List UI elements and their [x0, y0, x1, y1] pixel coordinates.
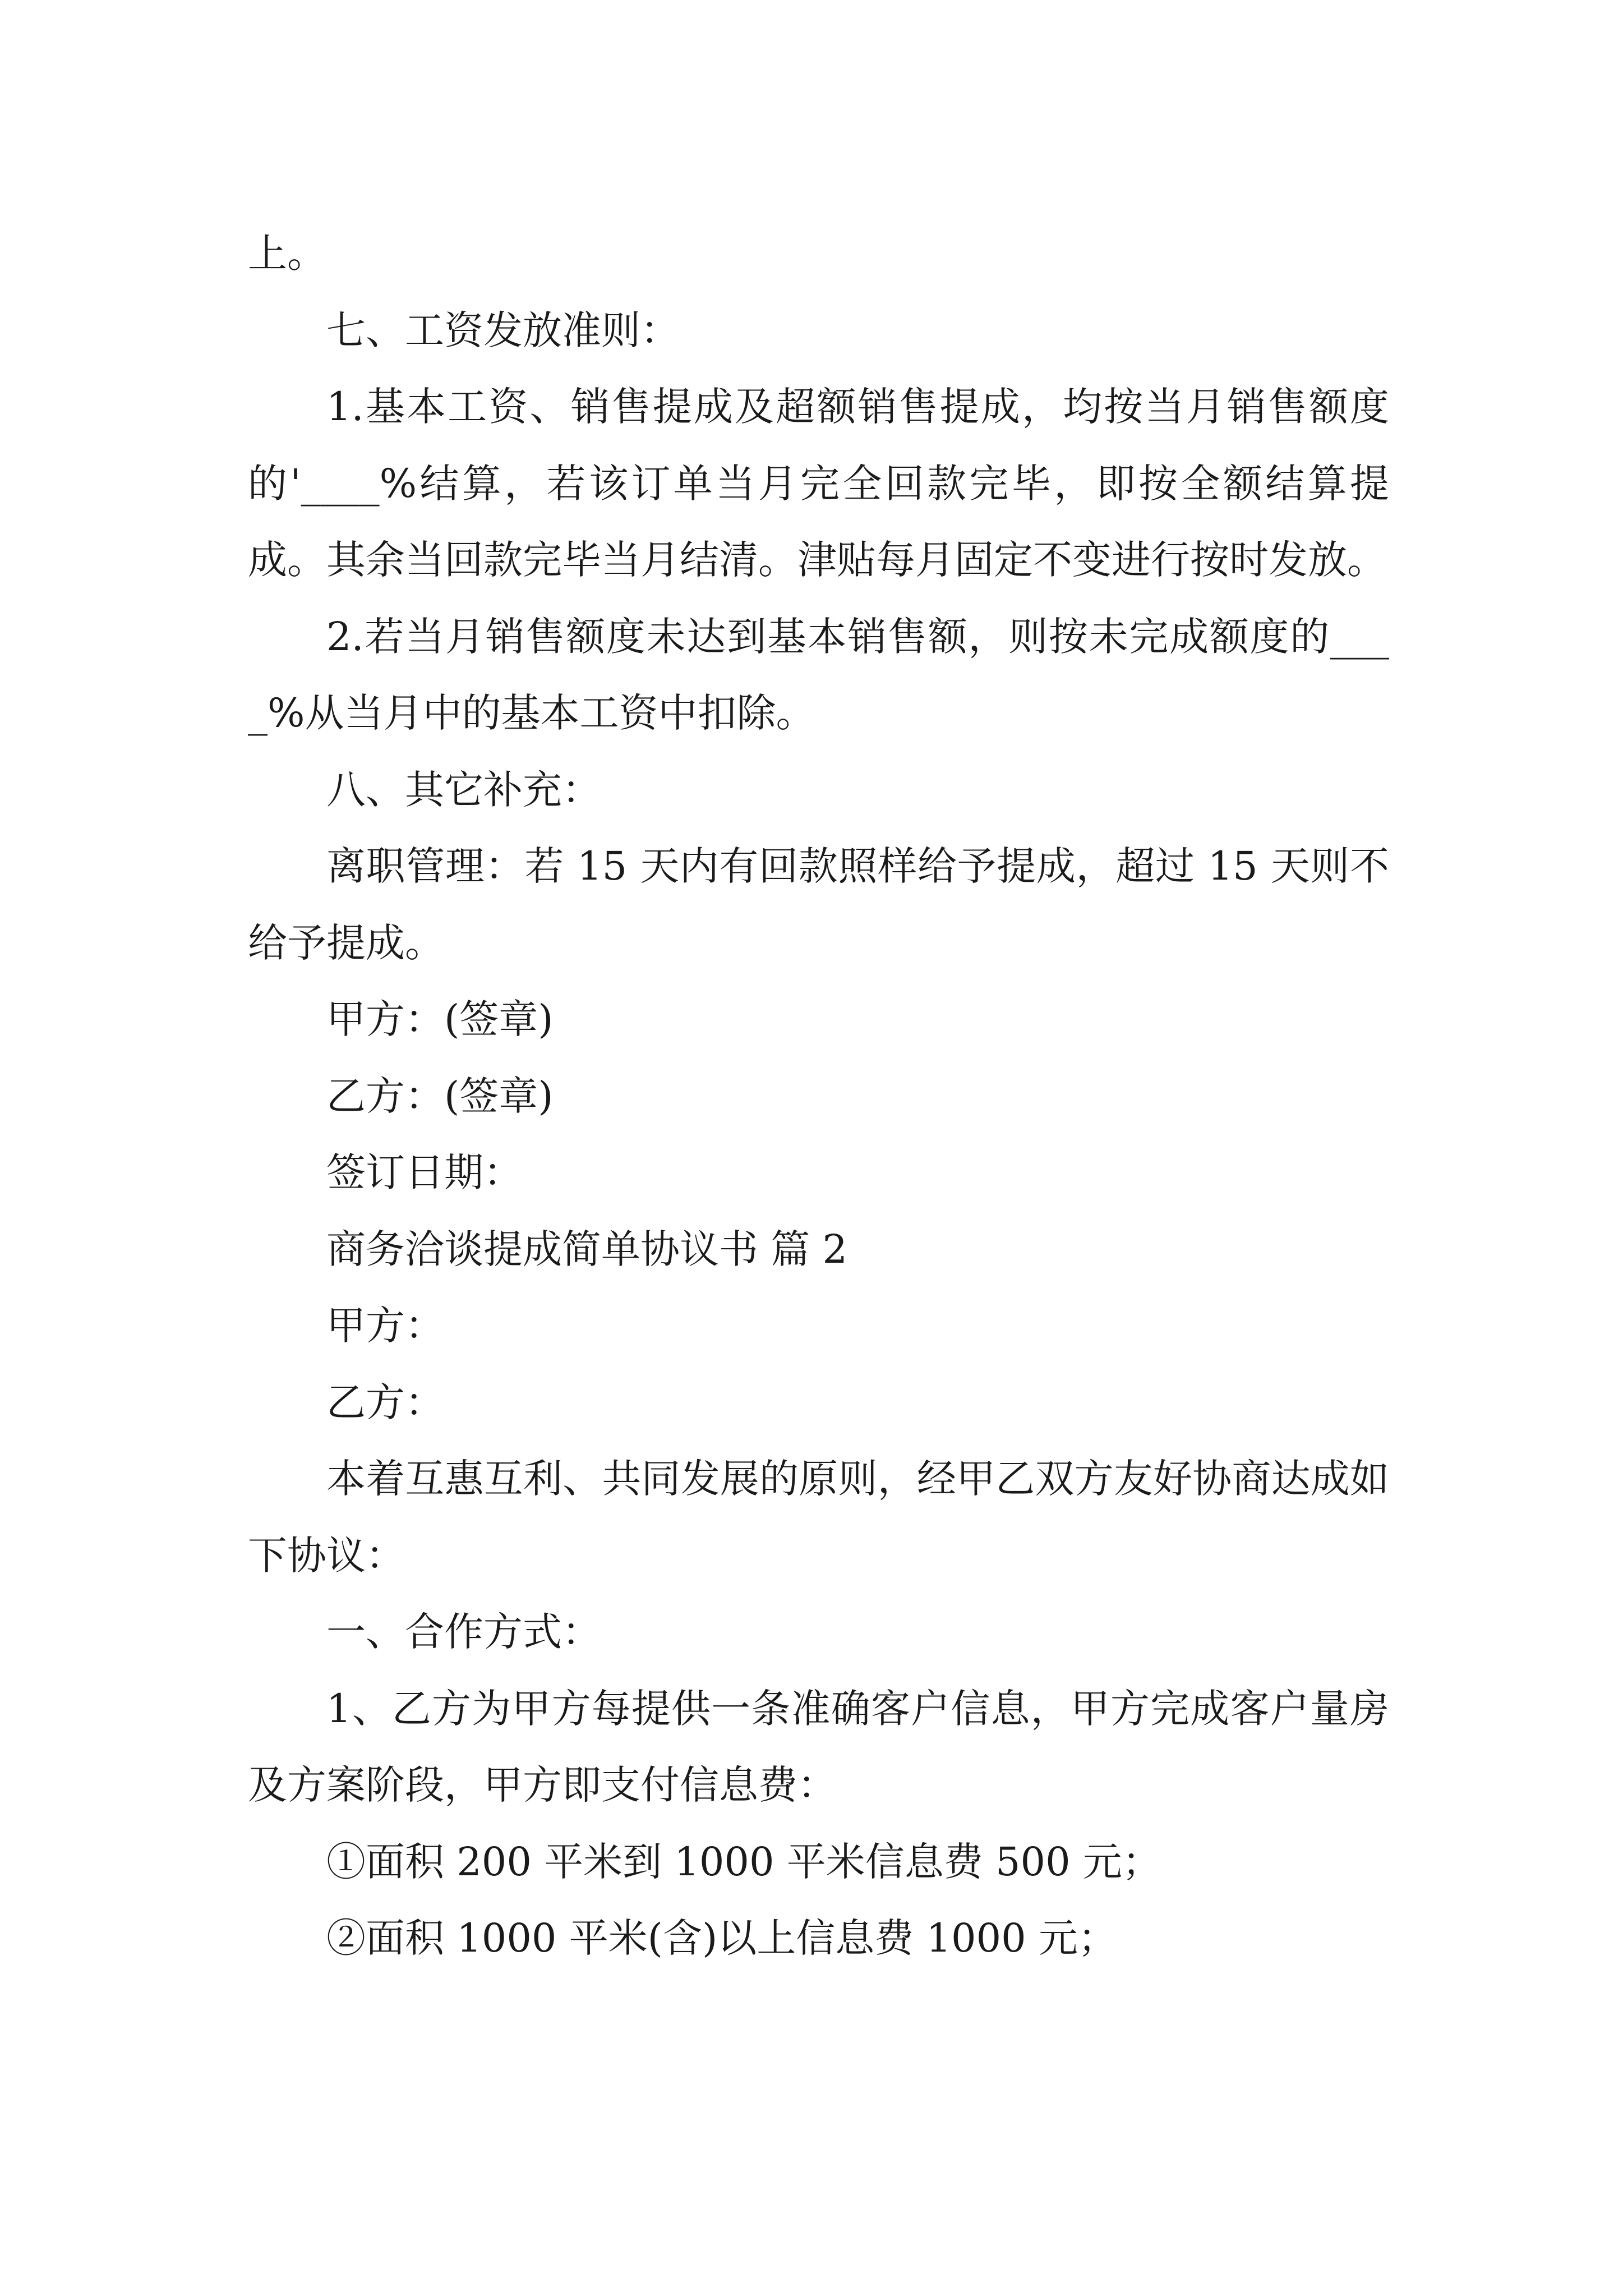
list-item-fee-tier-1: ①面积 200 平米到 1000 平米信息费 500 元；	[326, 1838, 1161, 1885]
paragraph-resignation: 离职管理：若 15 天内有回款照样给予提成，超过 15 天则不给予提成。	[248, 843, 1389, 966]
paragraph-info-fee: 1、乙方为甲方每提供一条准确客户信息，甲方完成客户量房及方案阶段，甲方即支付信息费：	[248, 1685, 1389, 1808]
party-b-signature: 乙方：(签章)	[326, 1073, 554, 1119]
party-b-label: 乙方：	[326, 1379, 444, 1425]
paragraph-preamble: 本着互惠互利、共同发展的原则，经甲乙双方友好协商达成如下协议：	[248, 1456, 1389, 1579]
party-a-signature: 甲方：(签章)	[326, 996, 554, 1042]
section-heading-other: 八、其它补充：	[326, 766, 601, 813]
section-heading-salary-rules: 七、工资发放准则：	[326, 307, 680, 353]
agreement-title-part-2: 商务洽谈提成简单协议书 篇 2	[326, 1226, 848, 1272]
list-item-fee-tier-2: ②面积 1000 平米(含)以上信息费 1000 元；	[326, 1915, 1117, 1961]
section-heading-cooperation: 一、合作方式：	[326, 1609, 601, 1655]
paragraph-deduction-rule: 2.若当月销售额度未达到基本销售额，则按未完成额度的____%从当月中的基本工资中扣除。	[248, 613, 1389, 736]
paragraph-continuation: 上。	[248, 231, 326, 277]
paragraph-commission-settlement: 1.基本工资、销售提成及超额销售提成，均按当月销售额度的'____%结算，若该订单当月完全回款完毕，即按全额结算提成。其余当回款完毕当月结清。津贴每月固定不变进行按时发放。	[248, 384, 1389, 583]
document-body	[248, 215, 1389, 1977]
party-a-label: 甲方：	[326, 1303, 444, 1349]
signing-date: 签订日期：	[326, 1149, 523, 1195]
